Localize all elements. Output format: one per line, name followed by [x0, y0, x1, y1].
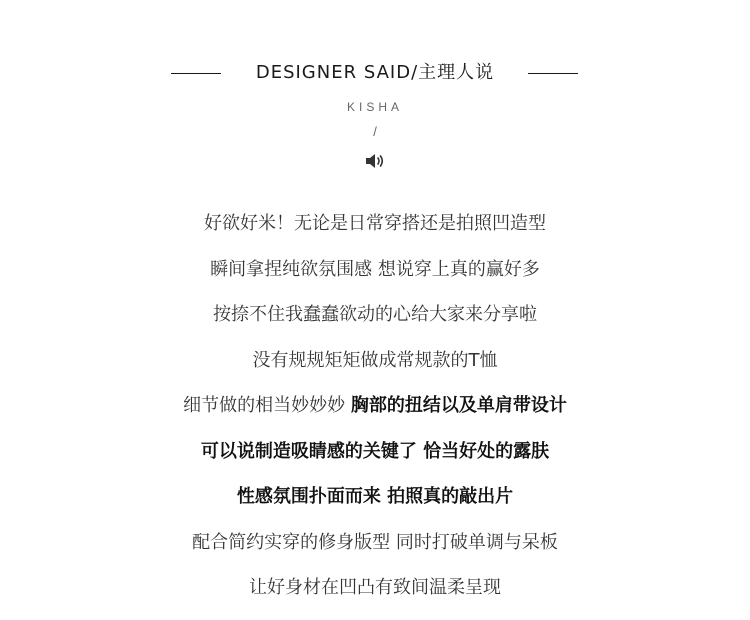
section-header: [0, 60, 750, 86]
statement-line: [0, 392, 750, 438]
statement-text: 没有规规矩矩做成常规款的T恤: [252, 349, 498, 371]
statement-text: 按捺不住我蠢蠢欲动的心给大家来分享啦: [213, 304, 537, 325]
statement-highlight: 性感氛围扑面而来 拍照真的敲出片: [236, 486, 514, 507]
statement-line: [0, 256, 750, 302]
statement-line: [0, 210, 750, 256]
statement-line: [0, 483, 750, 529]
statement-highlight: 胸部的扭结以及单肩带设计: [350, 395, 567, 416]
statement-text: 好欲好米！无论是日常穿搭还是拍照凹造型: [204, 213, 546, 234]
author-separator: /: [373, 124, 377, 139]
designer-statement: [0, 210, 750, 620]
author-name: KISHA: [346, 100, 403, 114]
statement-line: [0, 529, 750, 575]
section-title: DESIGNER SAID/主理人说: [255, 62, 495, 83]
statement-text: 配合简约实穿的修身版型 同时打破单调与呆板: [192, 531, 558, 553]
statement-text: 瞬间拿捏纯欲氛围感 想说穿上真的赢好多: [210, 258, 540, 280]
statement-line: [0, 438, 750, 484]
header-rule-right: [528, 73, 578, 74]
statement-line: [0, 574, 750, 620]
statement-highlight: 可以说制造吸睛感的关键了 恰当好处的露肤: [200, 440, 550, 462]
speaker-icon[interactable]: [364, 150, 386, 172]
statement-text: 让好身材在凹凸有致间温柔呈现: [249, 577, 501, 598]
statement-line: [0, 347, 750, 393]
statement-line: [0, 301, 750, 347]
statement-text: 细节做的相当妙妙妙: [183, 395, 351, 416]
